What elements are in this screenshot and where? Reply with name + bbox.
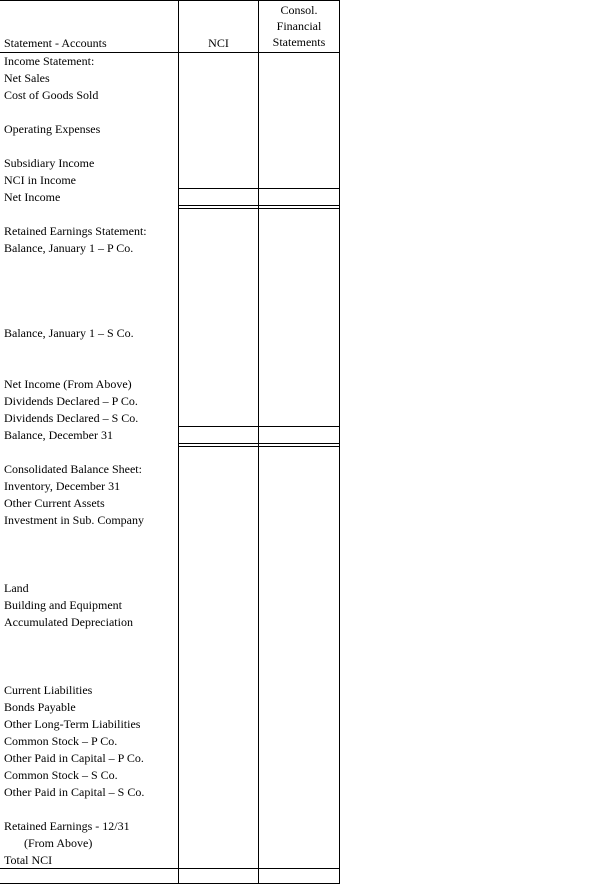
consol-cell	[258, 563, 340, 580]
consol-cell	[258, 274, 340, 291]
nci-cell	[178, 665, 258, 682]
account-label	[0, 308, 178, 325]
table-row	[0, 447, 340, 461]
consol-cell	[258, 648, 340, 665]
nci-cell	[178, 308, 258, 325]
consol-cell	[258, 291, 340, 308]
table-row	[0, 563, 340, 580]
nci-cell	[178, 342, 258, 359]
nci-cell	[178, 257, 258, 274]
nci-cell	[178, 512, 258, 529]
table-header-row	[0, 1, 340, 53]
account-label	[0, 274, 178, 291]
nci-cell	[178, 869, 258, 884]
account-label: Common Stock – S Co.	[4, 768, 118, 782]
nci-cell	[178, 716, 258, 733]
consol-cell	[258, 852, 340, 869]
consol-cell	[258, 801, 340, 818]
consol-cell	[258, 665, 340, 682]
account-label	[0, 546, 178, 563]
account-label: Income Statement:	[4, 54, 95, 68]
nci-cell	[178, 447, 258, 461]
nci-cell	[178, 240, 258, 257]
nci-cell	[178, 70, 258, 87]
table-row	[0, 699, 340, 716]
consol-cell	[258, 614, 340, 631]
nci-cell	[178, 461, 258, 478]
nci-cell	[178, 767, 258, 784]
account-label: Net Sales	[4, 71, 50, 85]
consol-cell	[258, 70, 340, 87]
consol-cell	[258, 325, 340, 342]
consol-cell	[258, 495, 340, 512]
account-label: Investment in Sub. Company	[4, 513, 144, 527]
header-nci	[178, 1, 258, 53]
consol-cell	[258, 155, 340, 172]
consol-cell	[258, 342, 340, 359]
nci-cell	[178, 818, 258, 835]
consol-cell	[258, 682, 340, 699]
account-label	[0, 447, 178, 461]
consol-cell	[258, 376, 340, 393]
account-label: (From Above)	[24, 836, 93, 850]
account-label	[0, 631, 178, 648]
table-row	[0, 410, 340, 427]
consol-cell	[258, 121, 340, 138]
table-row	[0, 614, 340, 631]
table-row	[0, 70, 340, 87]
nci-cell	[178, 104, 258, 121]
nci-cell	[178, 580, 258, 597]
account-label: Consolidated Balance Sheet:	[4, 462, 142, 476]
consol-cell	[258, 223, 340, 240]
account-label	[0, 801, 178, 818]
account-label	[0, 563, 178, 580]
consol-cell	[258, 393, 340, 410]
nci-cell	[178, 223, 258, 240]
header-consol-line: Financial	[276, 19, 322, 33]
account-label: Inventory, December 31	[4, 479, 121, 493]
consol-cell	[258, 784, 340, 801]
account-label: Net Income	[4, 190, 61, 204]
account-label: Retained Earnings - 12/31	[4, 819, 130, 833]
nci-cell	[178, 274, 258, 291]
account-label: Current Liabilities	[4, 683, 93, 697]
consol-cell	[258, 104, 340, 121]
consol-cell	[258, 699, 340, 716]
account-label: Subsidiary Income	[4, 156, 95, 170]
nci-cell	[178, 563, 258, 580]
table-row	[0, 87, 340, 104]
nci-cell	[178, 478, 258, 495]
nci-cell	[178, 87, 258, 104]
table-row	[0, 376, 340, 393]
nci-cell	[178, 682, 258, 699]
nci-cell	[178, 784, 258, 801]
table-row	[0, 121, 340, 138]
consol-cell	[258, 209, 340, 223]
consol-cell	[258, 240, 340, 257]
consol-cell	[258, 716, 340, 733]
nci-cell	[178, 427, 258, 444]
nci-cell	[178, 750, 258, 767]
table-row	[0, 291, 340, 308]
consol-cell	[258, 546, 340, 563]
account-label	[0, 359, 178, 376]
nci-cell	[178, 410, 258, 427]
account-label: Building and Equipment	[4, 598, 122, 612]
table-row	[0, 155, 340, 172]
consol-cell	[258, 580, 340, 597]
header-consol-line: Statements	[272, 35, 326, 49]
table-row	[0, 138, 340, 155]
account-label: Balance, January 1 – P Co.	[4, 241, 134, 255]
account-label	[0, 529, 178, 546]
table-row	[0, 427, 340, 444]
nci-cell	[178, 121, 258, 138]
account-label	[0, 104, 178, 121]
account-label: Cost of Goods Sold	[4, 88, 99, 102]
nci-cell	[178, 53, 258, 70]
nci-cell	[178, 393, 258, 410]
consol-cell	[258, 427, 340, 444]
consol-cell	[258, 767, 340, 784]
nci-cell	[178, 172, 258, 189]
nci-cell	[178, 597, 258, 614]
table-row	[0, 104, 340, 121]
account-label: Total NCI	[0, 852, 178, 869]
header-consol-line: Consol.	[280, 3, 318, 17]
consol-cell	[258, 308, 340, 325]
nci-cell	[178, 359, 258, 376]
table-row	[0, 597, 340, 614]
account-label: Dividends Declared – P Co.	[4, 394, 138, 408]
account-label	[0, 138, 178, 155]
table-row	[0, 767, 340, 784]
consol-cell	[258, 835, 340, 852]
account-label: Balance, January 1 – S Co.	[4, 326, 134, 340]
table-row	[0, 478, 340, 495]
nci-cell	[178, 138, 258, 155]
consol-cell	[258, 172, 340, 189]
table-row	[0, 461, 340, 478]
account-label: Balance, December 31	[4, 428, 113, 442]
account-label: Other Long-Term Liabilities	[4, 717, 141, 731]
account-label: Other Paid in Capital – P Co.	[4, 751, 144, 765]
consol-cell	[258, 461, 340, 478]
table-row	[0, 274, 340, 291]
nci-cell	[178, 376, 258, 393]
table-row	[0, 869, 340, 884]
nci-cell	[178, 291, 258, 308]
table-row	[0, 750, 340, 767]
consol-cell	[258, 733, 340, 750]
table-row	[0, 359, 340, 376]
table-row	[0, 325, 340, 342]
table-body	[0, 53, 340, 884]
account-label	[0, 291, 178, 308]
nci-cell	[178, 648, 258, 665]
nci-cell	[178, 699, 258, 716]
table-row	[0, 835, 340, 852]
account-label: Common Stock – P Co.	[4, 734, 118, 748]
table-row	[0, 240, 340, 257]
consol-cell	[258, 53, 340, 70]
account-label	[0, 665, 178, 682]
table-row	[0, 53, 340, 70]
nci-cell	[178, 529, 258, 546]
table-row	[0, 665, 340, 682]
consol-cell	[258, 869, 340, 884]
consol-cell	[258, 750, 340, 767]
account-label	[0, 648, 178, 665]
table-row	[0, 580, 340, 597]
nci-cell	[178, 631, 258, 648]
nci-cell	[178, 189, 258, 206]
table-row	[0, 631, 340, 648]
account-label	[0, 209, 178, 223]
table-row	[0, 172, 340, 189]
account-label: Operating Expenses	[4, 122, 101, 136]
account-label: Land	[4, 581, 29, 595]
account-label: Other Current Assets	[4, 496, 105, 510]
consol-cell	[258, 257, 340, 274]
account-label: NCI in Income	[4, 173, 76, 187]
account-label: Bonds Payable	[4, 700, 76, 714]
nci-cell	[178, 835, 258, 852]
table-row	[0, 733, 340, 750]
table-row	[0, 716, 340, 733]
account-label	[0, 869, 178, 884]
consol-cell	[258, 478, 340, 495]
table-row	[0, 852, 340, 869]
header-statement-accounts	[0, 1, 178, 53]
table-row	[0, 648, 340, 665]
nci-cell	[178, 155, 258, 172]
table-row	[0, 682, 340, 699]
table-row	[0, 801, 340, 818]
nci-cell	[178, 546, 258, 563]
nci-cell	[178, 801, 258, 818]
account-label	[0, 257, 178, 274]
nci-cell	[178, 495, 258, 512]
table-row	[0, 818, 340, 835]
header-statement-accounts-label: Statement - Accounts	[4, 36, 107, 50]
table-row	[0, 495, 340, 512]
account-label: Dividends Declared – S Co.	[4, 411, 139, 425]
account-label: Other Paid in Capital – S Co.	[4, 785, 145, 799]
table-row	[0, 546, 340, 563]
consol-cell	[258, 189, 340, 206]
table-row	[0, 529, 340, 546]
consol-cell	[258, 631, 340, 648]
table-row	[0, 257, 340, 274]
nci-cell	[178, 325, 258, 342]
consol-cell	[258, 529, 340, 546]
table-row	[0, 784, 340, 801]
consol-cell	[258, 87, 340, 104]
header-consol-financial-statements	[258, 1, 340, 53]
consol-cell	[258, 359, 340, 376]
nci-cell	[178, 209, 258, 223]
table-row	[0, 189, 340, 206]
account-label: Net Income (From Above)	[4, 377, 132, 391]
header-nci-label: NCI	[208, 36, 229, 50]
table-row	[0, 308, 340, 325]
consol-cell	[258, 447, 340, 461]
nci-cell	[178, 852, 258, 869]
table-row	[0, 342, 340, 359]
account-label	[0, 342, 178, 359]
nci-cell	[178, 733, 258, 750]
table-row	[0, 209, 340, 223]
table-row	[0, 393, 340, 410]
nci-cell	[178, 614, 258, 631]
consol-cell	[258, 410, 340, 427]
table-row	[0, 512, 340, 529]
table-row	[0, 223, 340, 240]
consol-cell	[258, 818, 340, 835]
account-label: Accumulated Depreciation	[4, 615, 133, 629]
consol-cell	[258, 138, 340, 155]
consol-cell	[258, 597, 340, 614]
account-label: Retained Earnings Statement:	[4, 224, 147, 238]
consol-cell	[258, 512, 340, 529]
